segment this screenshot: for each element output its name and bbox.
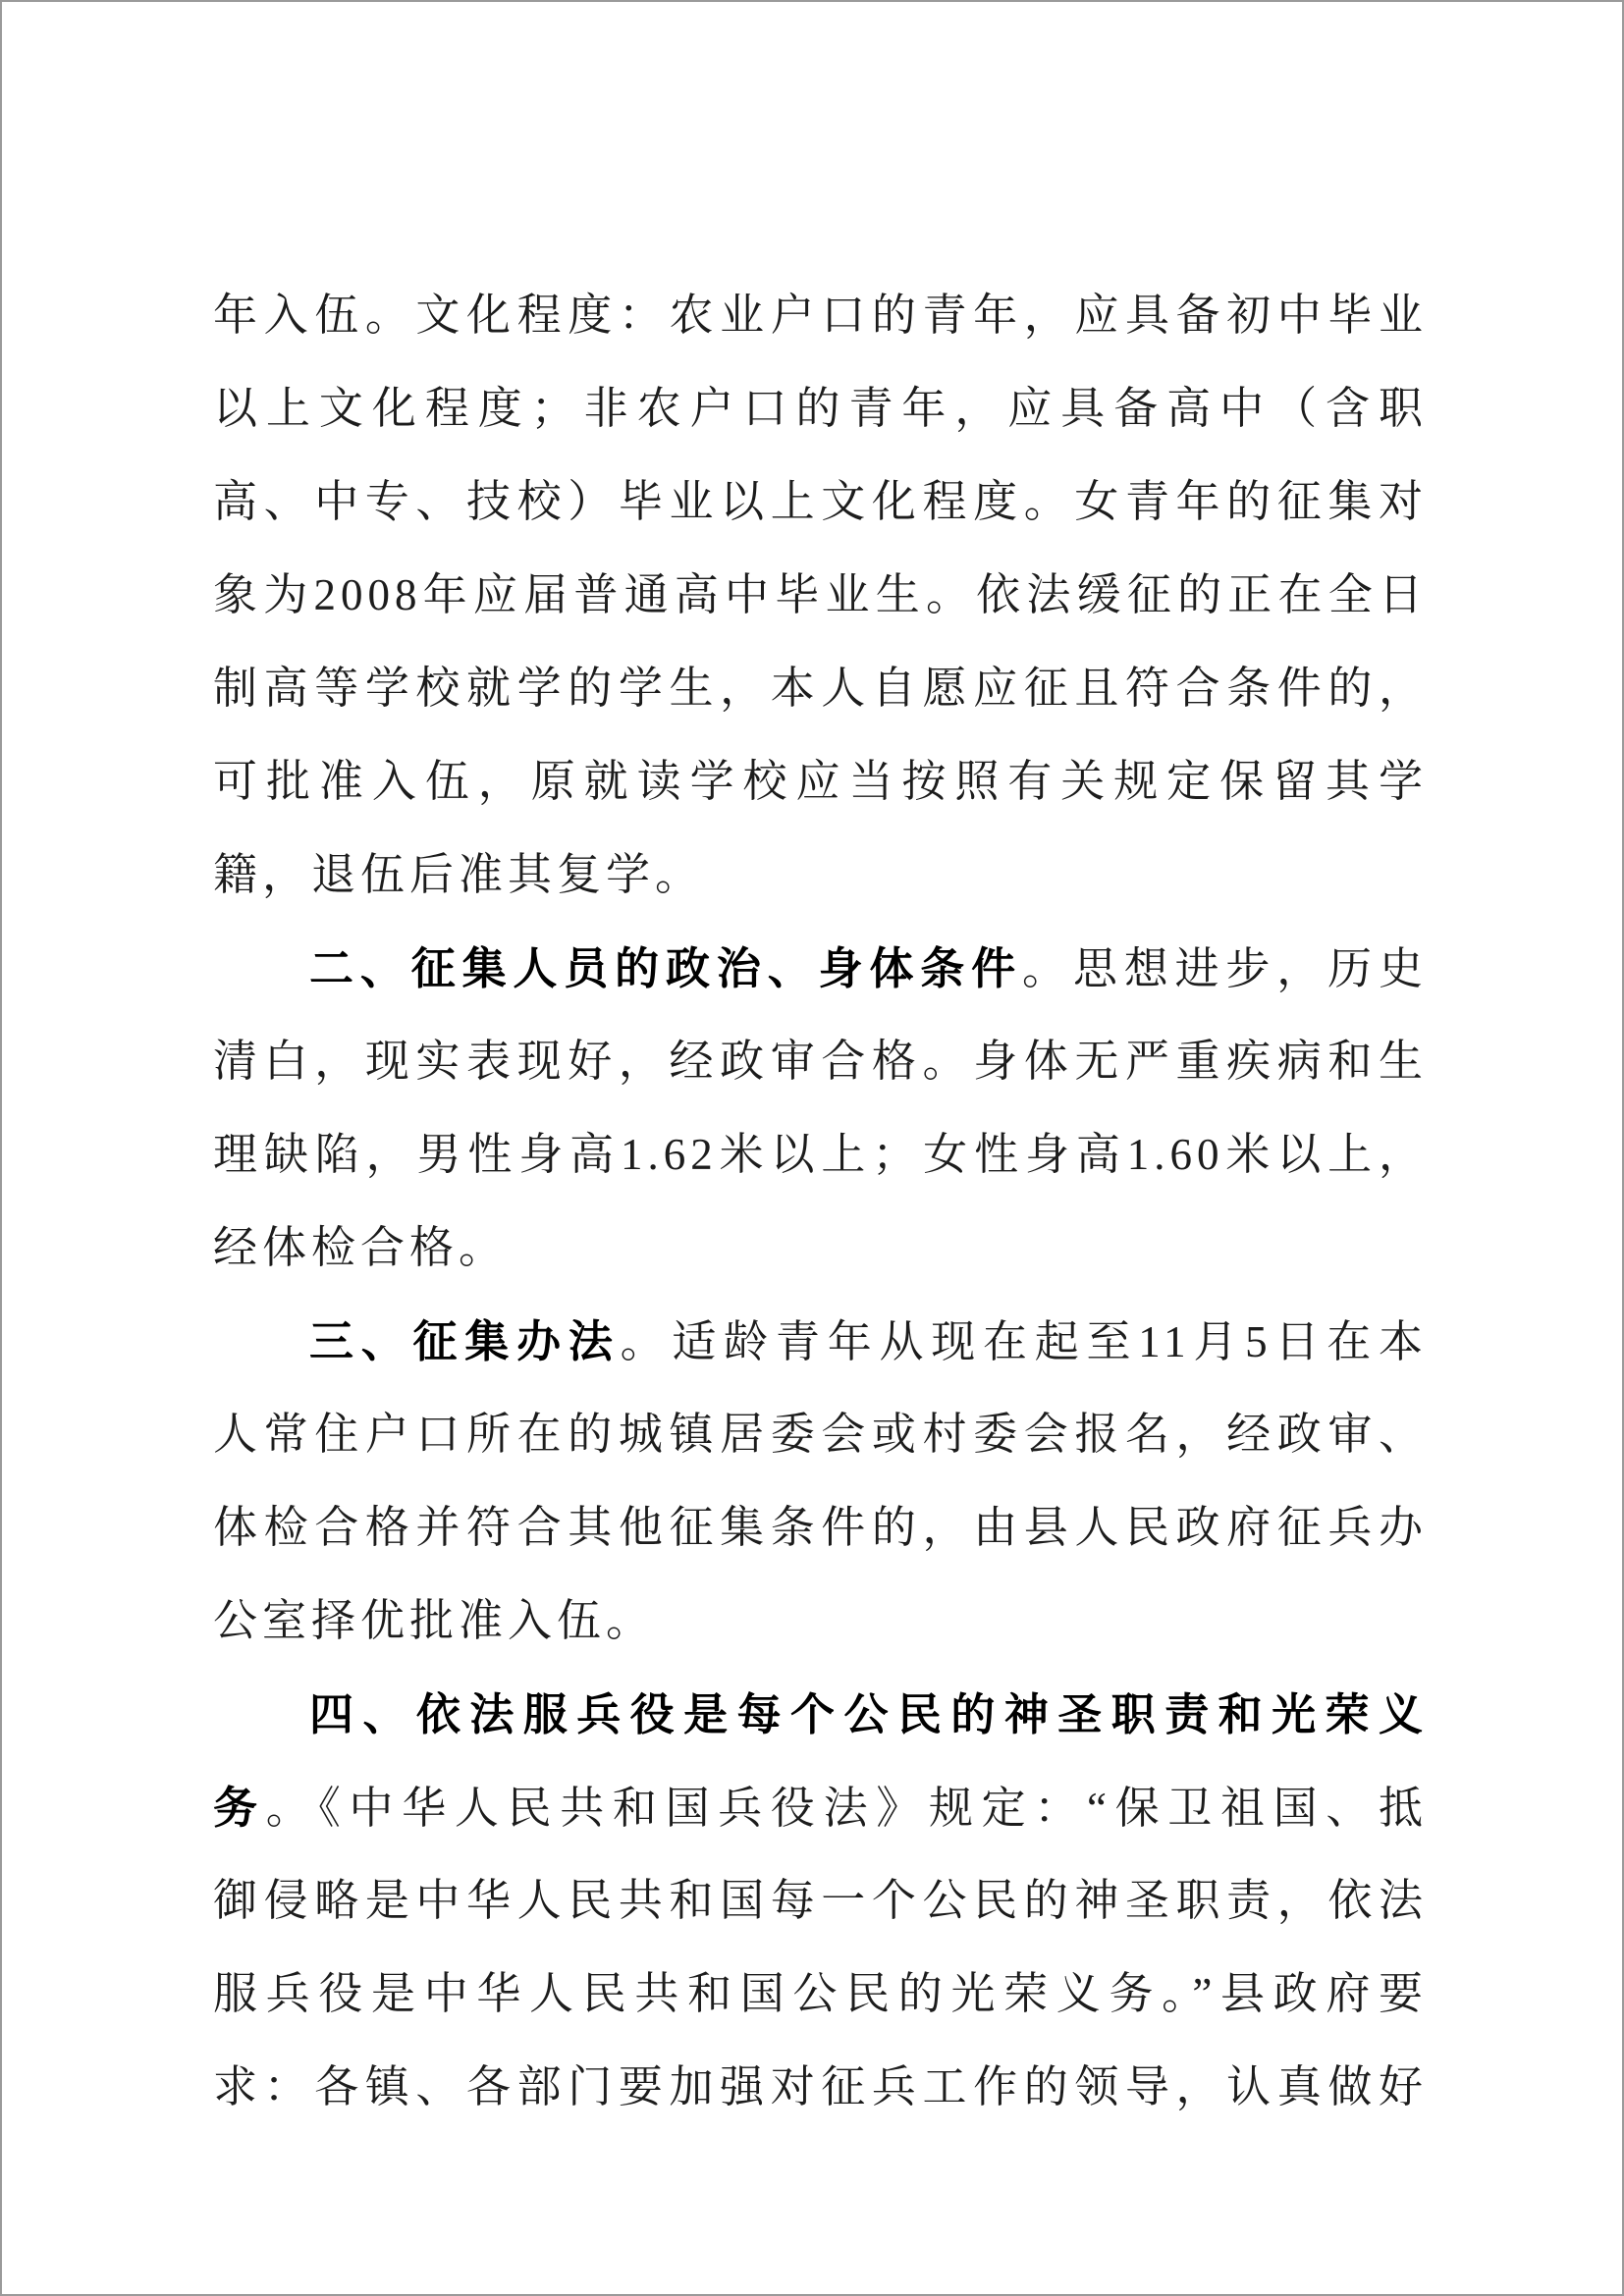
text-line xyxy=(213,1575,1428,1668)
section-heading: 二、征集人员的政治、身体条件 xyxy=(309,943,1022,993)
line-text: 制高等学校就学的学生，本人自愿应征且符合条件的， xyxy=(213,664,1428,713)
line-text: 以上文化程度；非农户口的青年，应具备高中（含职 xyxy=(213,384,1428,433)
line-text: 公室择优批准入伍。 xyxy=(213,1596,656,1645)
text-line xyxy=(213,642,1428,735)
text-line xyxy=(213,828,1428,922)
line-text: 体检合格并符合其他征集条件的，由县人民政府征兵办 xyxy=(213,1503,1428,1552)
line-text: 。思想进步，历史 xyxy=(1021,944,1428,993)
text-line xyxy=(213,1668,1428,1761)
section-heading: 四、依法服兵役是每个公民的神圣职责和光荣义 xyxy=(309,1689,1428,1739)
text-line xyxy=(213,922,1428,1015)
line-text: 人常住户口所在的城镇居委会或村委会报名，经政审、 xyxy=(213,1410,1428,1459)
text-line xyxy=(213,1854,1428,1948)
line-text: 服兵役是中华人民共和国公民的光荣义务。”县政府要 xyxy=(213,1969,1428,2018)
text-line xyxy=(213,735,1428,828)
line-text: 理缺陷，男性身高1.62米以上；女性身高1.60米以上， xyxy=(213,1130,1428,1179)
line-text: 御侵略是中华人民共和国每一个公民的神圣职责，依法 xyxy=(213,1876,1428,1925)
text-line xyxy=(213,1761,1428,1854)
text-line xyxy=(213,549,1428,642)
line-text: 。《中华人民共和国兵役法》规定：“保卫祖国、抵 xyxy=(265,1784,1428,1833)
line-text: 可批准入伍，原就读学校应当按照有关规定保留其学 xyxy=(213,757,1428,806)
line-text: 。适龄青年从现在起至11月5日在本 xyxy=(620,1317,1428,1366)
text-line xyxy=(213,1295,1428,1388)
text-line xyxy=(213,455,1428,549)
text-line xyxy=(213,1481,1428,1575)
section-heading: 三、征集办法 xyxy=(309,1316,621,1366)
line-text: 籍，退伍后准其复学。 xyxy=(213,850,705,899)
text-line xyxy=(213,1108,1428,1201)
document-body xyxy=(213,269,1428,2134)
text-line xyxy=(213,1948,1428,2041)
line-text: 清白，现实表现好，经政审合格。身体无严重疾病和生 xyxy=(213,1037,1428,1086)
line-text: 年入伍。文化程度：农业户口的青年，应具备初中毕业 xyxy=(213,291,1428,340)
section-heading: 务 xyxy=(213,1783,266,1833)
text-line xyxy=(213,1015,1428,1108)
line-text: 象为2008年应届普通高中毕业生。依法缓征的正在全日 xyxy=(213,570,1428,619)
text-line xyxy=(213,269,1428,362)
line-text: 求：各镇、各部门要加强对征兵工作的领导，认真做好 xyxy=(213,2062,1428,2111)
line-text: 经体检合格。 xyxy=(213,1223,509,1272)
text-line xyxy=(213,1388,1428,1481)
text-line xyxy=(213,2041,1428,2134)
text-line xyxy=(213,362,1428,455)
line-text: 高、中专、技校）毕业以上文化程度。女青年的征集对 xyxy=(213,477,1428,526)
text-line xyxy=(213,1201,1428,1295)
